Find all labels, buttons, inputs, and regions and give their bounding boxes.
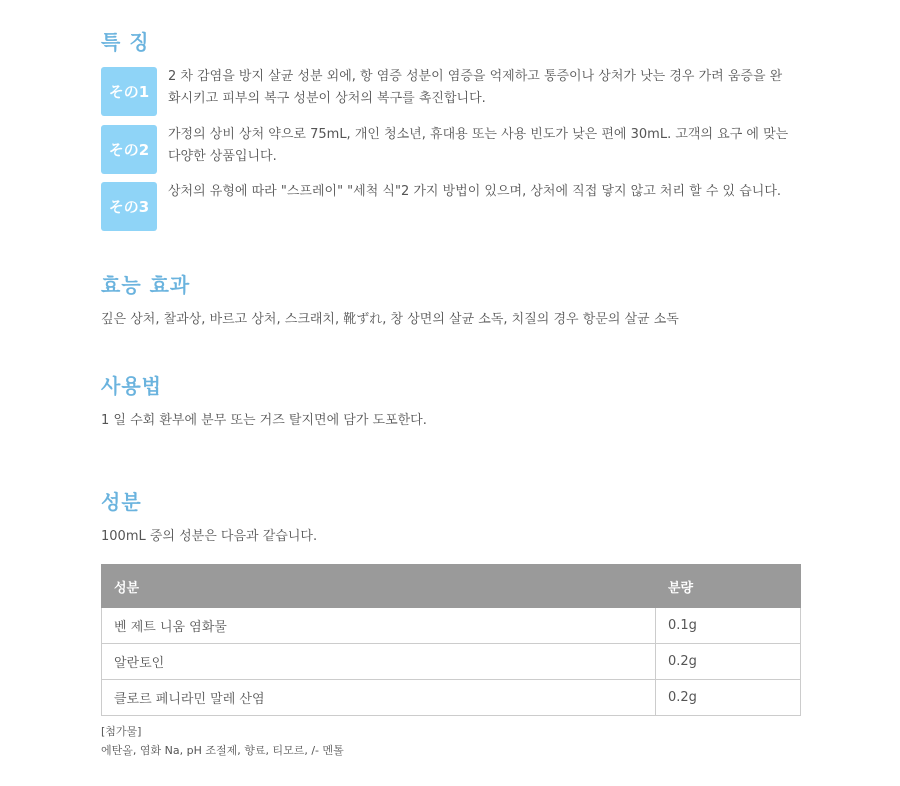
ingredient-amount: 0.2g (656, 680, 801, 716)
table-row (102, 680, 801, 716)
ingredients-table (101, 564, 801, 716)
ingredient-name: 클로르 페니라민 말레 산염 (102, 680, 656, 716)
ingredients-intro: 100mL 중의 성분은 다음과 같습니다. (101, 529, 318, 544)
usage-title: 사용법 (101, 374, 162, 398)
feature-badge-2: その2 (101, 125, 157, 174)
feature-text-3: 상처의 유형에 따라 "스프레이" "세척 식"2 가지 방법이 있으며, 상처에 직접 닿지 않고 처리 할 수 있 습니다. (168, 184, 782, 199)
feature-item-2 (101, 125, 801, 175)
table-row (102, 608, 801, 644)
feature-item-3 (101, 182, 801, 232)
feature-item-1 (101, 67, 801, 117)
efficacy-title: 효능 효과 (101, 273, 191, 297)
feature-text-1: 2 차 감염을 방지 살균 성분 외에, 항 염증 성분이 염증을 억제하고 통증이나 상처가 낫는 경우 가려 움증을 완화시키고 피부의 복구 성분이 상처의 복구를 촉진합니다. (168, 69, 783, 106)
feature-text-2: 가정의 상비 상처 약으로 75mL, 개인 청소년, 휴대용 또는 사용 빈도가 낮은 편에 30mL. 고객의 요구 에 맞는 다양한 상품입니다. (168, 127, 789, 164)
ingredients-title: 성분 (101, 490, 142, 514)
additives-text: 에탄올, 염화 Na, pH 조절제, 향료, 티모르, /- 멘톨 (101, 744, 344, 757)
feature-badge-3: その3 (101, 182, 157, 231)
column-header-amount: 분량 (656, 565, 801, 608)
efficacy-text: 깊은 상처, 찰과상, 바르고 상처, 스크래치, 靴ずれ, 창 상면의 살균 소독, 치질의 경우 항문의 살균 소독 (101, 312, 679, 327)
ingredient-amount: 0.1g (656, 608, 801, 644)
table-header-row (102, 565, 801, 608)
ingredient-name: 벤 제트 니움 염화물 (102, 608, 656, 644)
feature-badge-1: その1 (101, 67, 157, 116)
additives-label: [첨가물] (101, 725, 142, 738)
ingredient-name: 알란토인 (102, 644, 656, 680)
table-row (102, 644, 801, 680)
usage-text: 1 일 수회 환부에 분무 또는 거즈 탈지면에 담가 도포한다. (101, 413, 427, 428)
column-header-ingredient: 성분 (102, 565, 656, 608)
ingredient-amount: 0.2g (656, 644, 801, 680)
features-title: 특 징 (101, 30, 150, 54)
